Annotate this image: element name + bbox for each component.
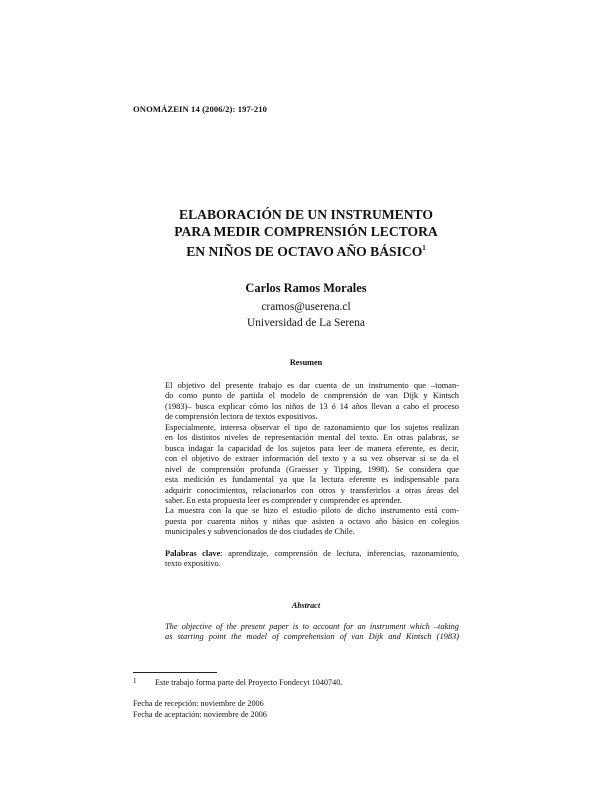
title-line-1: ELABORACIÓN DE UN INSTRUMENTO [179,207,433,222]
resumen-line: esta medición es fundamental ya que la lectura eferente es indispensable para [165,475,459,485]
author-name: Carlos Ramos Morales [245,281,367,295]
resumen-heading: Resumen [289,358,323,367]
keywords-line-1 [165,549,459,559]
abstract-line: The objective of the present paper is to account for an instrument which –taking [165,622,459,631]
author-email: cramos@userena.cl [261,301,351,313]
keywords-line-2: texto expositivo. [165,559,221,569]
resumen-line: La muestra con la que se hizo el estudio piloto de dicho instrumento está com- [165,506,459,516]
title-line-2: PARA MEDIR COMPRENSIÓN LECTORA [174,224,438,239]
footnote-divider [133,672,217,673]
author-affiliation: Universidad de La Serena [247,317,365,329]
keywords [165,549,459,570]
keywords-text-1: : aprendizaje, comprensión de lectura, inferencias, razonamiento, [220,549,459,558]
resumen-line: do como punto de partida el modelo de comprensión de van Dijk y Kintsch [165,391,459,401]
resumen-line: El objetivo del presente trabajo es dar cuenta de un instrumento que –toman- [165,381,459,390]
title-line-3-text: EN NIÑOS DE OCTAVO AÑO BÁSICO [186,244,423,259]
resumen-line: con el objetivo de extraer información del texto y a su vez observar si se da el [165,454,459,464]
resumen-line: busca indagar la capacidad de los sujetos para leer de manera eferente, es decir, [165,443,459,453]
keywords-label: Palabras clave [165,549,221,558]
footnote-text: Este trabajo forma parte del Proyecto Fondecyt 1040740. [155,678,343,687]
footnote-number: 1 [133,677,137,685]
submission-dates [133,699,267,720]
resumen-line: de comprensión lectora de textos expositivos. [165,412,318,422]
abstract-line: as starting point the model of comprehension of van Dijk and Kintsch (1983) [165,632,459,642]
abstract-heading: Abstract [291,601,321,610]
title-footnote-marker: 1 [422,244,426,252]
title-line-3 [133,240,479,260]
resumen-line: adquirir conocimientos, relacionarlos con otros y transferirlos a otras áreas del [165,485,459,495]
resumen-line: saber. En esta propuesta leer es comprender y comprender es aprender. [165,495,402,505]
journal-reference: ONOMÁZEIN 14 (2006/2): 197-210 [133,104,268,114]
resumen-line: Especialmente, interesa observar el tipo de razonamiento que los sujetos realizan [165,422,459,432]
resumen-line: nivel de comprensión profunda (Graesser y Tipping, 1998). Se considera que [165,464,459,474]
resumen-line: puesta por cuarenta niños y niñas que asisten a octavo año básico en colegios [165,516,459,526]
received-date: Fecha de recepción: noviembre de 2006 [133,699,264,708]
footnote [133,677,342,687]
resumen-line: (1983)– busca explicar cómo los niños de 13 ó 14 años llevan a cabo el proceso [165,401,459,411]
resumen-line: en los distintos niveles de representación mental del texto. En otras palabras, se [165,433,459,443]
abstract-body [165,622,459,643]
resumen-body [165,381,459,538]
accepted-date: Fecha de aceptación: noviembre de 2006 [133,709,267,719]
resumen-line: municipales y subvencionados de dos ciudades de Chile. [165,527,355,537]
paper-title [133,206,479,260]
